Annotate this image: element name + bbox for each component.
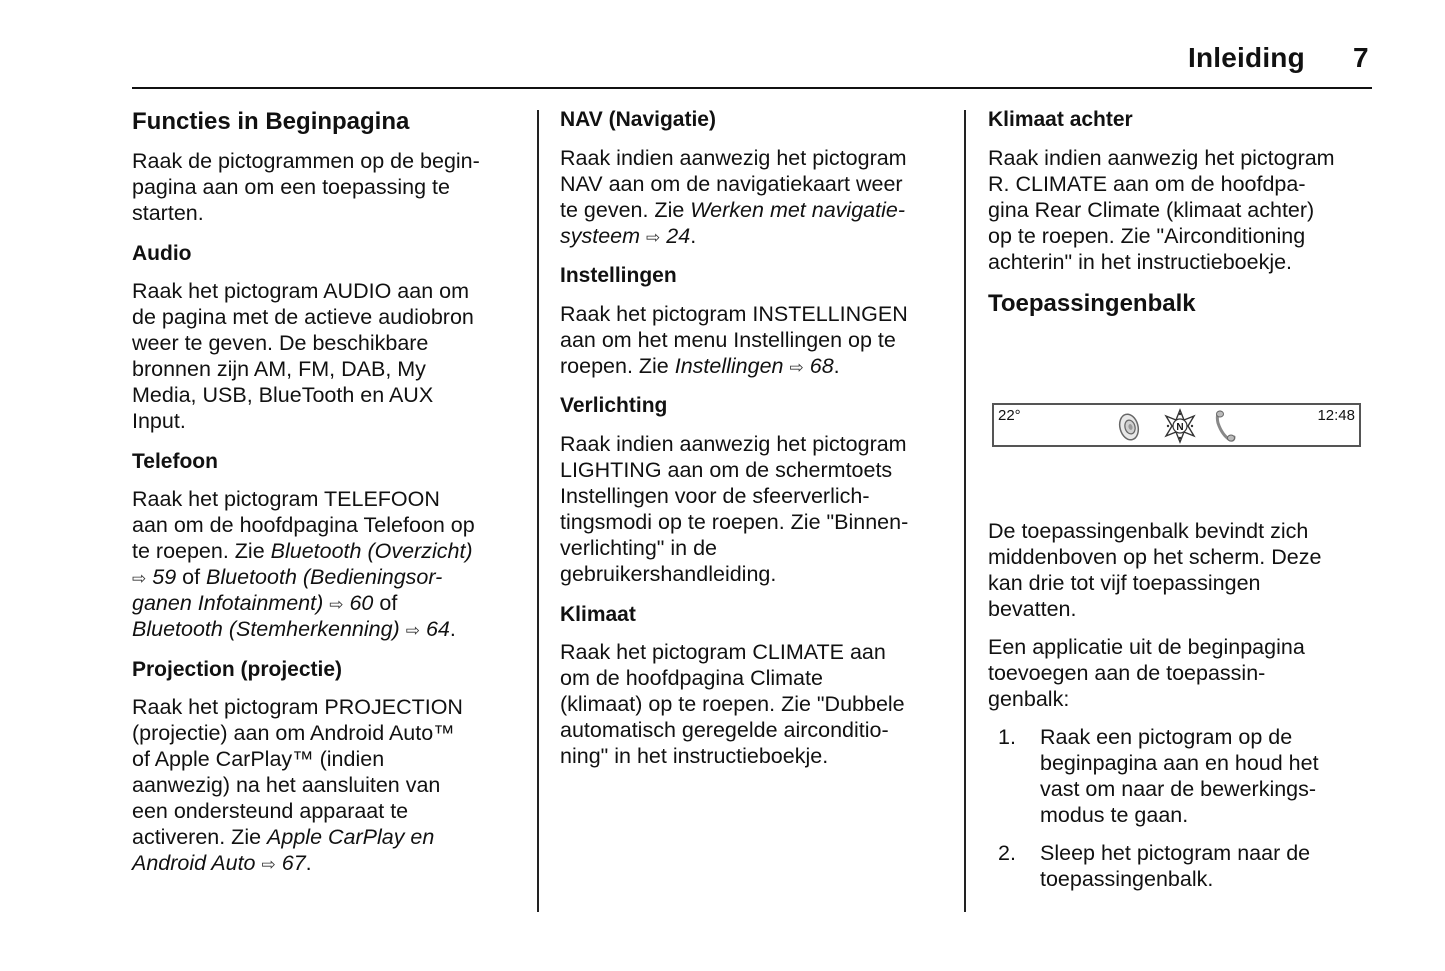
application-bar-illustration <box>992 403 1361 447</box>
cross-reference-link[interactable]: Bluetooth (Stemherkenning) <box>132 617 400 641</box>
telefoon-line <box>132 538 473 564</box>
projection-line <box>132 850 312 878</box>
telefoon-line <box>132 616 456 644</box>
instellingen-line: Raak het pictogram INSTELLINGEN <box>560 302 908 326</box>
cross-reference-link[interactable]: Apple CarPlay en <box>267 825 435 849</box>
toepassingenbalk-heading: Toepassingenbalk <box>988 290 1196 317</box>
page-reference-arrow-icon: ⇨ <box>132 569 147 588</box>
verlichting-heading: Verlichting <box>560 394 668 417</box>
text: . <box>690 224 697 248</box>
cross-reference-link[interactable]: Werken met navigatie- <box>690 198 905 222</box>
projection-line: (projectie) aan om Android Auto™ <box>132 721 455 745</box>
cross-reference-link[interactable]: Android Auto <box>132 851 256 875</box>
nav-heading: NAV (Navigatie) <box>560 108 716 131</box>
page-reference-arrow-icon: ⇨ <box>646 228 661 247</box>
nav-line: Raak indien aanwezig het pictogram <box>560 146 907 170</box>
audio-line: Media, USB, BlueTooth en AUX <box>132 383 434 407</box>
telefoon-line: Raak het pictogram TELEFOON <box>132 487 440 511</box>
cross-reference-link[interactable]: Bluetooth (Bedieningsor- <box>206 565 443 589</box>
toepassingenbalk-line: De toepassingenbalk bevindt zich <box>988 519 1309 543</box>
projection-line <box>132 824 434 850</box>
toepassingenbalk-line: Een applicatie uit de beginpagina <box>988 635 1305 659</box>
klimaat-achter-line: op te roepen. Zie "Airconditioning <box>988 224 1306 248</box>
klimaat-achter-heading: Klimaat achter <box>988 108 1133 131</box>
cross-reference-link[interactable]: Bluetooth (Overzicht) <box>270 539 473 563</box>
header-rule <box>132 87 1372 89</box>
instellingen-line: aan om het menu Instellingen op te <box>560 328 896 352</box>
step-line: vast om naar de bewerkings- <box>1040 777 1317 801</box>
page-reference-arrow-icon: ⇨ <box>405 621 420 640</box>
toepassingenbalk-line: kan drie tot vijf toepassingen <box>988 571 1261 595</box>
page-reference[interactable]: 24 <box>666 224 691 248</box>
projection-heading: Projection (projectie) <box>132 658 343 681</box>
chapter-title: Inleiding <box>1188 42 1305 73</box>
intro-line: pagina aan om een toepassing te <box>132 175 450 199</box>
page-reference-arrow-icon: ⇨ <box>261 855 276 874</box>
step-number: 1. <box>998 725 1016 749</box>
telefoon-line <box>132 564 442 592</box>
klimaat-heading: Klimaat <box>560 603 636 626</box>
page-reference-arrow-icon: ⇨ <box>329 595 344 614</box>
navigation-compass-icon <box>1162 408 1198 449</box>
text: activeren. Zie <box>132 825 268 849</box>
cross-reference-link[interactable]: ganen Infotainment) <box>132 591 324 615</box>
page-reference[interactable]: 67 <box>281 851 306 875</box>
page-reference[interactable]: 68 <box>809 354 834 378</box>
step-number: 2. <box>998 841 1016 865</box>
nav-line <box>560 197 905 223</box>
toepassingenbalk-line: toevoegen aan de toepassin- <box>988 661 1266 685</box>
audio-heading: Audio <box>132 242 192 265</box>
telefoon-heading: Telefoon <box>132 450 218 473</box>
cross-reference-link[interactable]: Instellingen <box>674 354 784 378</box>
text: roepen. Zie <box>560 354 675 378</box>
klimaat-line: automatisch geregelde airconditio- <box>560 718 889 742</box>
audio-line: bronnen zijn AM, FM, DAB, My <box>132 357 426 381</box>
section-title: Functies in Beginpagina <box>132 108 410 135</box>
page-reference-arrow-icon: ⇨ <box>789 358 804 377</box>
verlichting-line: LIGHTING aan om de schermtoets <box>560 458 893 482</box>
toepassingenbalk-line: bevatten. <box>988 597 1077 621</box>
text: te roepen. Zie <box>132 539 271 563</box>
temperature-display: 22° <box>998 407 1021 424</box>
step-line: beginpagina aan en houd het <box>1040 751 1319 775</box>
verlichting-line: Raak indien aanwezig het pictogram <box>560 432 907 456</box>
text: . <box>449 617 456 641</box>
instellingen-line <box>560 353 840 381</box>
nav-line <box>560 223 696 251</box>
text: of <box>176 565 207 589</box>
step-line: toepassingenbalk. <box>1040 867 1214 891</box>
klimaat-line: ning" in het instructieboekje. <box>560 744 829 768</box>
projection-line: Raak het pictogram PROJECTION <box>132 695 463 719</box>
verlichting-line: Instellingen voor de sfeerverlich- <box>560 484 870 508</box>
audio-line: Raak het pictogram AUDIO aan om <box>132 279 469 303</box>
nav-line: NAV aan om de navigatiekaart weer <box>560 172 903 196</box>
telefoon-line <box>132 590 397 618</box>
verlichting-line: gebruikershandleiding. <box>560 562 777 586</box>
cross-reference-link[interactable]: systeem <box>560 224 641 248</box>
verlichting-line: verlichting" in de <box>560 536 718 560</box>
clock-display: 12:48 <box>1317 407 1355 424</box>
intro-line: starten. <box>132 201 204 225</box>
audio-line: de pagina met de actieve audiobron <box>132 305 474 329</box>
audio-line: Input. <box>132 409 186 433</box>
projection-line: aanwezig) na het aansluiten van <box>132 773 441 797</box>
intro-line: Raak de pictogrammen op de begin- <box>132 149 480 173</box>
column-divider-2 <box>964 110 966 912</box>
klimaat-line: Raak het pictogram CLIMATE aan <box>560 640 886 664</box>
telefoon-line: aan om de hoofdpagina Telefoon op <box>132 513 475 537</box>
audio-speaker-icon <box>1116 409 1142 448</box>
page-reference[interactable]: 64 <box>425 617 450 641</box>
phone-icon <box>1214 409 1236 448</box>
projection-line: of Apple CarPlay™ (indien <box>132 747 385 771</box>
klimaat-achter-line: gina Rear Climate (klimaat achter) <box>988 198 1315 222</box>
klimaat-line: om de hoofdpagina Climate <box>560 666 823 690</box>
klimaat-achter-line: R. CLIMATE aan om de hoofdpa- <box>988 172 1306 196</box>
audio-line: weer te geven. De beschikbare <box>132 331 429 355</box>
toepassingenbalk-line: genbalk: <box>988 687 1070 711</box>
svg-text:N: N <box>1176 422 1184 433</box>
text: . <box>305 851 312 875</box>
step-line: Sleep het pictogram naar de <box>1040 841 1311 865</box>
page-reference[interactable]: 59 <box>152 565 177 589</box>
klimaat-achter-line: Raak indien aanwezig het pictogram <box>988 146 1335 170</box>
toepassingenbalk-line: middenboven op het scherm. Deze <box>988 545 1322 569</box>
klimaat-line: (klimaat) op te roepen. Zie "Dubbele <box>560 692 905 716</box>
text: . <box>833 354 840 378</box>
instellingen-heading: Instellingen <box>560 264 677 287</box>
text: te geven. Zie <box>560 198 691 222</box>
text: of <box>373 591 398 615</box>
projection-line: een ondersteund apparaat te <box>132 799 409 823</box>
step-line: Raak een pictogram op de <box>1040 725 1293 749</box>
verlichting-line: tingsmodi op te roepen. Zie "Binnen- <box>560 510 909 534</box>
klimaat-achter-line: achterin" in het instructieboekje. <box>988 250 1293 274</box>
page-number: 7 <box>1353 42 1369 73</box>
page-reference[interactable]: 60 <box>349 591 374 615</box>
step-line: modus te gaan. <box>1040 803 1189 827</box>
column-divider-1 <box>537 110 539 912</box>
